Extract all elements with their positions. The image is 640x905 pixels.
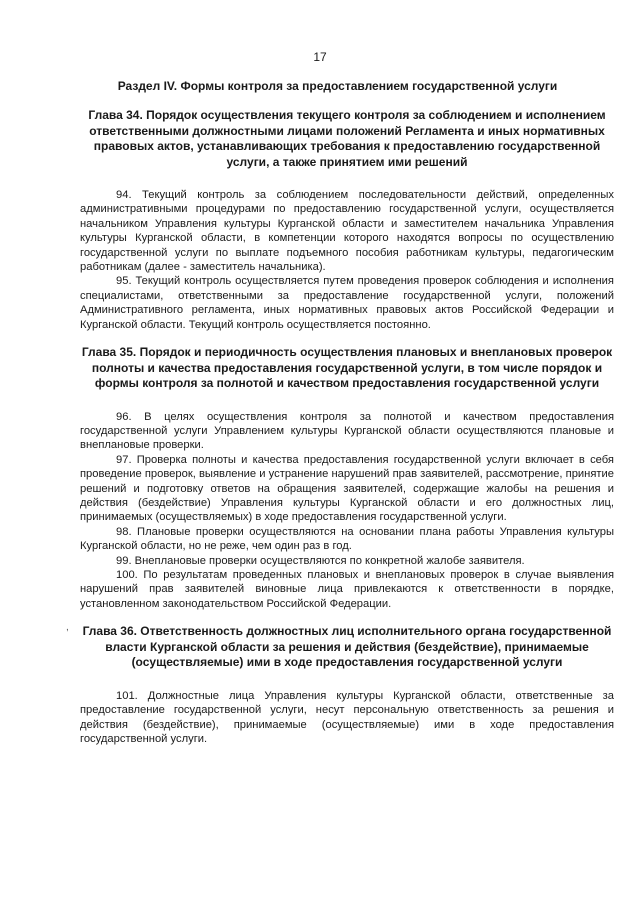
chapter-title: Глава 36. Ответственность должностных лиц исполнительного органа государственной власти Курганской области за решения и действия (бездействие), принимаемые (осуществляемые) ими в ходе предоставления государственной услуги	[82, 624, 612, 670]
chapter-title: Глава 35. Порядок и периодичность осуществления плановых и внеплановых проверок полноты и качества предоставления государственной услуги, в том числе порядок и формы контроля за полнотой и качеством предоставления государственной услуги	[81, 345, 613, 391]
paragraph-99: 99. Внеплановые проверки осуществляются по конкретной жалобе заявителя.	[116, 554, 525, 567]
chapter-title: Глава 34. Порядок осуществления текущего контроля за соблюдением и исполнением ответственными должностными лицами положений Регламента и иных нормативных правовых актов, устанавливающих требования к предоставлению государственной услуги, а также принятием ими решений	[88, 108, 606, 169]
paragraph-97: 97. Проверка полноты и качества предоставления государственной услуги включает в себя проведение проверок, выявление и устранение нарушений прав заявителей, рассмотрение, принятие решений и подготовку ответов на обращения заявителей, содержащие жалобы на решения и действия (бездействие) Управления культуры Курганской области и его должностных лиц, принимаемых (осуществляемых) в ходе предоставления государственной услуги.	[80, 453, 614, 524]
paragraph-94: 94. Текущий контроль за соблюдением последовательности действий, определенных административными процедурами по предоставлению государственной услуги, осуществляется начальником Управления культуры Курганской области и заместителем начальника Управления культуры Курганской области, в компетенции которого находятся вопросы по осуществлению государственной услуги по выплате подъемного пособия работникам культуры, педагогическим работникам (далее - заместитель начальника).	[80, 189, 614, 274]
section-title: Раздел IV. Формы контроля за предоставлением государственной услуги	[117, 79, 558, 93]
chapter-34	[80, 108, 614, 332]
paragraph-101: 101. Должностные лица Управления культуры Курганской области, ответственные за предоставление государственной услуги, несут персональную ответственность за решения и действия (бездействие), принимаемые (осуществляемые) ими в ходе предоставления государственной услуги.	[80, 689, 614, 745]
page-number: 17	[313, 50, 327, 64]
paragraph-95: 95. Текущий контроль осуществляется путем проведения проверок соблюдения и исполнения специалистами, ответственными за предоставление государственной услуги, положений Административного регламента, иных нормативных правовых актов Российской Федерации и Курганской области. Текущий контроль осуществляется постоянно.	[80, 275, 614, 331]
paragraph-96: 96. В целях осуществления контроля за полнотой и качеством предоставления государственной услуги Управлением культуры Курганской области осуществляются плановые и внеплановые проверки.	[80, 410, 614, 452]
scan-mark: ,	[66, 622, 69, 633]
paragraph-98: 98. Плановые проверки осуществляются на основании плана работы Управления культуры Курганской области, но не реже, чем один раз в год.	[80, 525, 614, 553]
document-body	[80, 108, 614, 746]
chapter-35	[80, 345, 614, 611]
chapter-36	[80, 624, 614, 746]
paragraph-100: 100. По результатам проведенных плановых и внеплановых проверок в случае выявления нарушений прав заявителей виновные лица привлекаются к ответственности в порядке, установленном законодательством Российской Федерации.	[80, 569, 614, 610]
